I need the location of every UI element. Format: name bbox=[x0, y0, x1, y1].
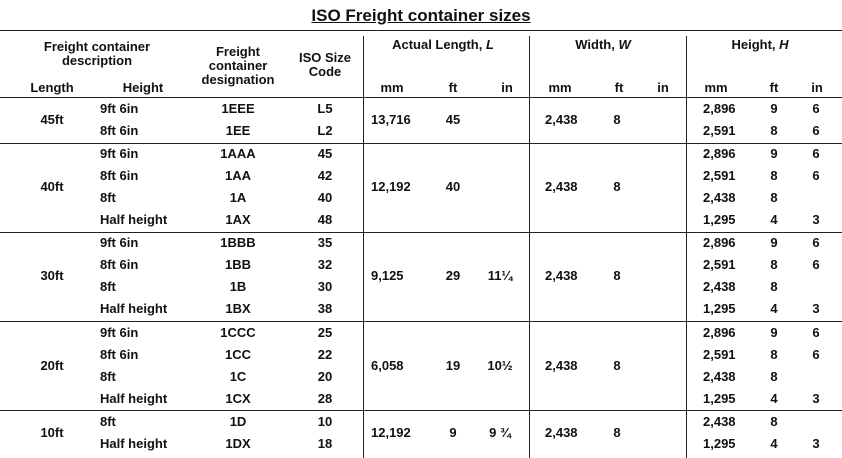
group-len-ft: 29 bbox=[445, 268, 461, 283]
cell-h-mm: 1,295 bbox=[703, 391, 736, 406]
cell-code: L2 bbox=[317, 123, 333, 138]
header-designation bbox=[202, 45, 275, 87]
group-len-ft: 40 bbox=[445, 179, 461, 194]
header-iso-line1: ISO Size bbox=[298, 50, 352, 65]
cell-h-mm: 1,295 bbox=[703, 436, 736, 451]
cell-desig: 1C bbox=[229, 369, 247, 384]
cell-code: 48 bbox=[317, 212, 333, 227]
cell-height: Half height bbox=[100, 436, 168, 451]
cell-code: 20 bbox=[317, 369, 333, 384]
cell-h-ft: 4 bbox=[770, 212, 778, 227]
cell-h-ft: 4 bbox=[770, 301, 778, 316]
cell-height: 9ft 6in bbox=[100, 325, 139, 340]
cell-h-mm: 1,295 bbox=[703, 212, 736, 227]
header-actual-length-symbol: L bbox=[485, 37, 494, 52]
cell-desig: 1B bbox=[229, 279, 247, 294]
header-len-mm: mm bbox=[380, 80, 404, 95]
cell-h-ft: 8 bbox=[770, 369, 778, 384]
header-h-in: in bbox=[811, 80, 823, 95]
group-len-in: 10½ bbox=[487, 358, 513, 373]
group-w-mm: 2,438 bbox=[545, 358, 578, 373]
cell-h-in: 6 bbox=[812, 101, 820, 116]
header-w-mm: mm bbox=[548, 80, 572, 95]
cell-desig: 1CC bbox=[224, 347, 252, 362]
group-len-mm: 12,192 bbox=[371, 179, 411, 194]
header-len-in: in bbox=[501, 80, 513, 95]
cell-h-in: 3 bbox=[812, 391, 820, 406]
cell-height: 8ft bbox=[100, 369, 116, 384]
group-length: 40ft bbox=[40, 179, 64, 194]
header-height-group-label: Height, bbox=[731, 37, 780, 52]
header-w-in: in bbox=[657, 80, 669, 95]
cell-code: 18 bbox=[317, 436, 333, 451]
cell-h-in: 3 bbox=[812, 436, 820, 451]
cell-h-mm: 2,896 bbox=[703, 146, 736, 161]
cell-code: 32 bbox=[317, 257, 333, 272]
cell-code: 35 bbox=[317, 235, 333, 250]
cell-height: 8ft bbox=[100, 414, 116, 429]
cell-h-ft: 8 bbox=[770, 347, 778, 362]
cell-desig: 1BX bbox=[225, 301, 251, 316]
cell-h-mm: 2,438 bbox=[703, 190, 736, 205]
cell-desig: 1CX bbox=[225, 391, 251, 406]
table-title: ISO Freight container sizes bbox=[311, 6, 531, 25]
divider-width bbox=[529, 36, 530, 458]
cell-desig: 1AX bbox=[225, 212, 251, 227]
cell-h-mm: 2,591 bbox=[703, 123, 736, 138]
group-len-mm: 13,716 bbox=[371, 112, 411, 127]
header-h-ft: ft bbox=[769, 80, 779, 95]
cell-desig: 1DX bbox=[225, 436, 251, 451]
group-w-ft: 8 bbox=[613, 425, 621, 440]
cell-h-mm: 2,591 bbox=[703, 168, 736, 183]
cell-code: 25 bbox=[317, 325, 333, 340]
cell-h-ft: 8 bbox=[770, 190, 778, 205]
cell-h-mm: 2,896 bbox=[703, 101, 736, 116]
cell-height: Half height bbox=[100, 212, 168, 227]
group-len-mm: 9,125 bbox=[371, 268, 404, 283]
cell-code: 38 bbox=[317, 301, 333, 316]
header-width-label: Width, bbox=[575, 37, 619, 52]
group-len-in: 9 ¾ bbox=[489, 425, 511, 440]
cell-h-in: 3 bbox=[812, 301, 820, 316]
cell-height: 8ft bbox=[100, 279, 116, 294]
cell-code: 28 bbox=[317, 391, 333, 406]
rule-group-4 bbox=[0, 410, 842, 411]
cell-code: 42 bbox=[317, 168, 333, 183]
cell-height: 8ft bbox=[100, 190, 116, 205]
cell-height: 8ft 6in bbox=[100, 123, 139, 138]
cell-code: 40 bbox=[317, 190, 333, 205]
header-len-ft: ft bbox=[448, 80, 458, 95]
cell-h-ft: 9 bbox=[770, 101, 778, 116]
group-len-ft: 9 bbox=[449, 425, 457, 440]
group-w-mm: 2,438 bbox=[545, 268, 578, 283]
rule-header-bottom bbox=[0, 97, 842, 98]
divider-height bbox=[686, 36, 687, 458]
cell-code: 45 bbox=[317, 146, 333, 161]
cell-desig: 1CCC bbox=[220, 325, 256, 340]
cell-h-in: 3 bbox=[812, 212, 820, 227]
cell-height: 9ft 6in bbox=[100, 101, 139, 116]
cell-h-ft: 9 bbox=[770, 146, 778, 161]
group-len-ft: 19 bbox=[445, 358, 461, 373]
cell-h-mm: 2,896 bbox=[703, 235, 736, 250]
rule-group-1 bbox=[0, 143, 842, 144]
cell-height: Half height bbox=[100, 301, 168, 316]
group-length: 10ft bbox=[40, 425, 64, 440]
cell-h-in: 6 bbox=[812, 235, 820, 250]
cell-height: 8ft 6in bbox=[100, 257, 139, 272]
header-desig-line3: designation bbox=[201, 72, 275, 87]
cell-h-ft: 8 bbox=[770, 414, 778, 429]
header-height: Height bbox=[122, 80, 164, 95]
cell-h-mm: 2,591 bbox=[703, 347, 736, 362]
cell-height: 8ft 6in bbox=[100, 347, 139, 362]
group-len-mm: 6,058 bbox=[371, 358, 404, 373]
group-w-mm: 2,438 bbox=[545, 425, 578, 440]
cell-desig: 1BB bbox=[224, 257, 252, 272]
header-h-mm: mm bbox=[704, 80, 728, 95]
header-desc bbox=[44, 40, 150, 68]
header-width bbox=[575, 37, 630, 52]
cell-code: L5 bbox=[317, 101, 333, 116]
cell-h-in: 6 bbox=[812, 168, 820, 183]
cell-h-in: 6 bbox=[812, 146, 820, 161]
header-iso-code bbox=[299, 51, 351, 79]
cell-desig: 1EEE bbox=[221, 101, 255, 116]
cell-height: Half height bbox=[100, 391, 168, 406]
cell-code: 30 bbox=[317, 279, 333, 294]
group-length: 20ft bbox=[40, 358, 64, 373]
cell-desig: 1AA bbox=[224, 168, 252, 183]
group-length: 30ft bbox=[40, 268, 64, 283]
header-height-group bbox=[731, 37, 788, 52]
cell-code: 22 bbox=[317, 347, 333, 362]
header-height-symbol: H bbox=[779, 37, 789, 52]
cell-h-in: 6 bbox=[812, 123, 820, 138]
header-actual-length-label: Actual Length, bbox=[392, 37, 486, 52]
cell-h-in: 6 bbox=[812, 347, 820, 362]
header-desig-line1: Freight bbox=[215, 44, 261, 59]
group-w-mm: 2,438 bbox=[545, 112, 578, 127]
cell-code: 10 bbox=[317, 414, 333, 429]
rule-top bbox=[0, 30, 842, 31]
header-desc-line1: Freight container bbox=[43, 39, 151, 54]
header-actual-length bbox=[392, 37, 494, 52]
group-len-ft: 45 bbox=[445, 112, 461, 127]
cell-h-ft: 8 bbox=[770, 257, 778, 272]
header-length: Length bbox=[30, 80, 74, 95]
cell-desig: 1AAA bbox=[220, 146, 256, 161]
cell-h-ft: 4 bbox=[770, 436, 778, 451]
cell-desig: 1BBB bbox=[220, 235, 256, 250]
header-iso-line2: Code bbox=[308, 64, 342, 79]
group-len-mm: 12,192 bbox=[371, 425, 411, 440]
cell-desig: 1A bbox=[229, 190, 247, 205]
cell-h-in: 6 bbox=[812, 257, 820, 272]
cell-h-mm: 2,438 bbox=[703, 279, 736, 294]
cell-h-ft: 9 bbox=[770, 325, 778, 340]
cell-height: 9ft 6in bbox=[100, 235, 139, 250]
header-w-ft: ft bbox=[614, 80, 624, 95]
cell-h-ft: 9 bbox=[770, 235, 778, 250]
cell-h-in: 6 bbox=[812, 325, 820, 340]
divider-length bbox=[363, 36, 364, 458]
rule-group-3 bbox=[0, 321, 842, 322]
cell-h-mm: 1,295 bbox=[703, 301, 736, 316]
cell-h-ft: 4 bbox=[770, 391, 778, 406]
cell-h-ft: 8 bbox=[770, 279, 778, 294]
cell-height: 9ft 6in bbox=[100, 146, 139, 161]
cell-desig: 1EE bbox=[225, 123, 251, 138]
group-length: 45ft bbox=[40, 112, 64, 127]
group-len-in: 11¼ bbox=[487, 268, 513, 283]
header-desig-line2: container bbox=[208, 58, 268, 73]
group-w-ft: 8 bbox=[613, 358, 621, 373]
header-desc-line2: description bbox=[61, 53, 133, 68]
cell-h-ft: 8 bbox=[770, 168, 778, 183]
header-width-symbol: W bbox=[618, 37, 631, 52]
cell-desig: 1D bbox=[229, 414, 247, 429]
cell-h-mm: 2,591 bbox=[703, 257, 736, 272]
rule-group-2 bbox=[0, 232, 842, 233]
cell-h-mm: 2,438 bbox=[703, 369, 736, 384]
group-w-ft: 8 bbox=[613, 179, 621, 194]
cell-h-ft: 8 bbox=[770, 123, 778, 138]
group-w-ft: 8 bbox=[613, 112, 621, 127]
group-w-mm: 2,438 bbox=[545, 179, 578, 194]
cell-height: 8ft 6in bbox=[100, 168, 139, 183]
cell-h-mm: 2,896 bbox=[703, 325, 736, 340]
cell-h-mm: 2,438 bbox=[703, 414, 736, 429]
group-w-ft: 8 bbox=[613, 268, 621, 283]
